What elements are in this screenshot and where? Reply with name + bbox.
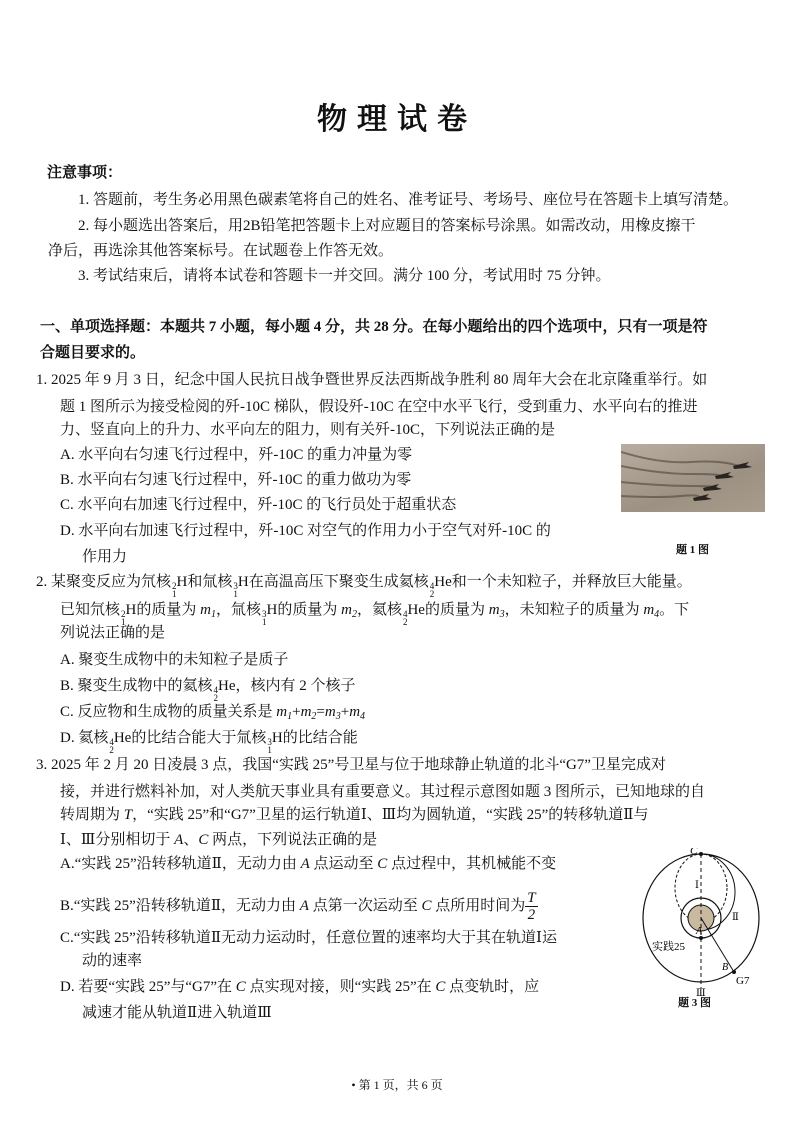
diagram-label-b: B [722, 962, 729, 973]
q2-stem [60, 623, 165, 643]
q1-stem [36, 370, 707, 390]
text-run: B.“实践 25”沿转移轨道Ⅱ，无动力由 [60, 897, 300, 914]
text-run: 列说法正确的是 [60, 625, 166, 641]
text-run: 净后，再选涂其他答案标号。在试题卷上作答无效。 [48, 243, 394, 259]
mass-number: 2 [172, 581, 177, 591]
text-run: 合题目要求的。 [40, 345, 146, 361]
text-run: D. 氦核 [60, 730, 109, 746]
atomic-number: 1 [121, 617, 126, 627]
math-variable: $m_2$ [300, 704, 317, 722]
text-run: 点第一次运动至 [308, 897, 422, 914]
text-run: D. 水平向右加速飞行过程中，歼-10C 对空气的作用力小于空气对歼-10C 的 [60, 523, 551, 539]
text-run: 转周期为 [60, 807, 124, 823]
q3-option [60, 977, 539, 997]
isotope-symbol [171, 574, 188, 599]
q1-option [60, 445, 412, 465]
math-variable: C [377, 856, 388, 872]
text-run: + [292, 704, 301, 720]
text-run: = [316, 704, 325, 720]
text-run: C. 水平向右加速飞行过程中，歼-10C 的飞行员处于超重状态 [60, 497, 457, 513]
math-variable: C [198, 832, 209, 848]
math-variable: C [235, 979, 246, 995]
q1-stem [60, 420, 555, 440]
element-symbol: H [271, 730, 283, 746]
text-run: 3. 2025 年 2 月 20 日凌晨 3 点，我国“实践 25”号卫星与位于地球静止轨道的北斗“G7”卫星完成对 [36, 757, 666, 773]
atomic-number: 1 [261, 617, 267, 627]
atomic-number: 1 [267, 745, 272, 755]
q2-option [60, 728, 358, 754]
figure-1-caption: 题 1 图 [676, 544, 709, 556]
diagram-label-c: C [690, 848, 698, 857]
element-symbol: He [113, 730, 132, 746]
isotope-symbol [232, 574, 249, 599]
q3-option [60, 890, 538, 923]
subscript: 1 [287, 711, 293, 722]
orbit-diagram [636, 848, 766, 998]
section-heading [40, 343, 145, 363]
text-run: 力、竖直向上的升力、水平向左的阻力，则有关歼-10C，下列说法正确的是 [60, 422, 556, 438]
text-run: 和一个未知粒子，并释放巨大能量。 [451, 574, 692, 590]
math-variable: $m_1$ [276, 704, 293, 722]
element-symbol: He [407, 602, 425, 618]
text-run: 。下 [659, 602, 690, 618]
text-run: 点变轨时，应 [445, 979, 540, 995]
element-symbol: He [434, 574, 452, 590]
math-variable: $m_2$ [341, 602, 357, 620]
math-variable: C [435, 979, 446, 995]
math-variable: $m_4$ [349, 704, 366, 722]
atomic-number: 2 [213, 693, 219, 703]
text-run: B. 水平向右匀速飞行过程中，歼-10C 的重力做功为零 [60, 472, 412, 488]
q3-option [60, 928, 557, 948]
text-run: B. 聚变生成物中的氦核 [60, 678, 213, 694]
text-run: + [340, 704, 350, 720]
diagram-label-sat: 实践25 [652, 941, 685, 953]
q3-stem [60, 782, 705, 802]
q3-option [82, 951, 142, 971]
math-variable: C [421, 897, 432, 914]
isotope-symbol [261, 602, 278, 627]
text-run: 作用力 [82, 549, 128, 565]
text-run: 在高温高压下聚变生成氦核 [248, 574, 429, 590]
text-run: ，未知粒子的质量为 [504, 602, 644, 618]
mass-number: 4 [109, 737, 114, 747]
text-run: 的质量为 [424, 602, 489, 618]
subscript: 1 [210, 609, 216, 620]
text-run: 点运动至 [309, 856, 378, 872]
notice-heading: 注意事项： [47, 165, 123, 181]
text-run: 点所用时间为 [431, 897, 526, 914]
notice-item [78, 216, 696, 236]
q2-option [60, 702, 365, 727]
atomic-number: 2 [402, 617, 408, 627]
diagram-label-g7: G7 [736, 975, 750, 987]
atomic-number: 1 [172, 589, 177, 599]
text-run: ，氦核 [356, 602, 402, 618]
isotope-symbol [213, 678, 236, 703]
mass-number: 3 [261, 609, 267, 619]
text-run: ，氚核 [215, 602, 261, 618]
isotope-symbol [402, 602, 425, 627]
math-variable: A [299, 897, 309, 914]
section-heading [40, 317, 708, 337]
element-symbol: H [176, 574, 188, 590]
text-run: 和氚核 [187, 574, 233, 590]
text-run: 的比结合能 [282, 730, 358, 746]
subscript: 3 [499, 609, 505, 620]
text-run: 题 1 图所示为接受检阅的歼-10C 梯队，假设歼-10C 在空中水平飞行，受到重力、水平向右的推进 [60, 399, 698, 415]
mass-number: 4 [402, 609, 408, 619]
text-run: 2. 某聚变反应为氘核 [36, 574, 172, 590]
mass-number: 3 [233, 581, 238, 591]
diagram-label-orbit1: Ⅰ [695, 880, 699, 891]
q3-stem [36, 755, 666, 775]
text-run: 点过程中，其机械能不变 [387, 856, 557, 872]
subscript: 3 [335, 711, 341, 722]
math-variable: A [174, 832, 184, 848]
text-run: 两点，下列说法正确的是 [208, 832, 378, 848]
atomic-number: 1 [233, 589, 238, 599]
text-run: C.“实践 25”沿转移轨道Ⅱ无动力运动时，任意位置的速率均大于其在轨道Ⅰ运 [60, 930, 557, 946]
element-symbol: He [218, 678, 236, 694]
subscript: 4 [654, 609, 660, 620]
mass-number: 4 [429, 581, 435, 591]
text-run: C. 反应物和生成物的质量关系是 [60, 704, 277, 720]
fraction [525, 890, 537, 923]
q3-option [82, 1003, 272, 1023]
atomic-number: 2 [109, 745, 114, 755]
subscript: 4 [360, 711, 366, 722]
text-run: 接，并进行燃料补加，对人类航天事业具有重要意义。其过程示意图如题 3 图所示，已知地球的自 [60, 784, 706, 800]
text-run: A. 水平向右匀速飞行过程中，歼-10C 的重力冲量为零 [60, 447, 413, 463]
math-variable: $m_3$ [324, 704, 341, 722]
text-run: 的质量为 [277, 602, 342, 618]
figure-3-caption: 题 3 图 [678, 997, 711, 1009]
mass-number: 4 [213, 685, 219, 695]
text-run: 2. 每小题选出答案后，用2B铅笔把答题卡上对应题目的答案标号涂黑。如需改动，用橡皮擦干 [78, 218, 696, 234]
mass-number: 3 [267, 737, 272, 747]
text-run: 点实现对接，则“实践 25”在 [245, 979, 436, 995]
isotope-symbol [120, 602, 137, 627]
isotope-symbol [108, 730, 132, 755]
text-run: 一、单项选择题：本题共 7 小题，每小题 4 分，共 28 分。在每小题给出的四个选项中，只有一项是符 [40, 319, 708, 335]
diagram-label-a: A [696, 926, 703, 937]
text-run: 的质量为 [136, 602, 201, 618]
text-run: A.“实践 25”沿转移轨道Ⅱ，无动力由 [60, 856, 301, 872]
q3-option [60, 854, 556, 874]
element-symbol: H [266, 602, 278, 618]
isotope-symbol [429, 574, 452, 599]
page-title: 物理试卷 [317, 103, 477, 136]
notice-item [78, 266, 611, 286]
q3-stem [60, 805, 648, 825]
fighter-jets-photo [621, 444, 765, 512]
text-run: ，“实践 25”和“G7”卫星的运行轨道Ⅰ、Ⅲ均为圆轨道，“实践 25”的转移轨道Ⅱ与 [132, 807, 649, 823]
element-symbol: H [125, 602, 137, 618]
subscript: 2 [351, 609, 357, 620]
text-run: 1. 2025 年 9 月 3 日，纪念中国人民抗日战争暨世界反法西斯战争胜利 80 周年大会在北京隆重举行。如 [36, 372, 708, 388]
q2-option [60, 650, 288, 670]
isotope-symbol [266, 730, 283, 755]
text-run: 、 [183, 832, 199, 848]
notice-item [78, 190, 738, 210]
q1-stem [60, 397, 698, 417]
text-run: 已知氘核 [60, 602, 121, 618]
notice-item [48, 241, 393, 261]
text-run: 的比结合能大于氚核 [131, 730, 267, 746]
math-variable: T [123, 807, 133, 823]
q2-option [60, 676, 356, 702]
q1-option [60, 521, 551, 541]
diagram-label-orbit3: Ⅲ [696, 988, 706, 998]
math-variable: A [300, 856, 310, 872]
atomic-number: 2 [429, 589, 435, 599]
text-run: 动的速率 [82, 953, 143, 969]
math-variable: $m_1$ [200, 602, 216, 620]
diagram-label-orbit2: Ⅱ [732, 912, 739, 923]
text-run: ，核内有 2 个核子 [235, 678, 356, 694]
text-run: 3. 考试结束后，请将本试卷和答题卡一并交回。满分 100 分，考试用时 75 分钟。 [78, 268, 611, 284]
q1-option [82, 547, 127, 567]
text-run: 1. 答题前，考生务必用黑色碳素笔将自己的姓名、准考证号、考场号、座位号在答题卡上填写清楚。 [78, 192, 739, 208]
mass-number: 2 [121, 609, 126, 619]
q1-option [60, 495, 456, 515]
q2-stem [36, 572, 692, 598]
text-run: Ⅰ、Ⅲ分别相切于 [60, 832, 175, 848]
subscript: 2 [311, 711, 317, 722]
q3-stem [60, 830, 377, 850]
math-variable: $m_3$ [488, 602, 505, 620]
text-run: 减速才能从轨道Ⅱ进入轨道Ⅲ [82, 1005, 272, 1021]
denominator: 2 [527, 907, 536, 923]
numerator: T [527, 890, 536, 906]
element-symbol: H [237, 574, 249, 590]
q1-option [60, 470, 411, 490]
math-variable: $m_4$ [643, 602, 660, 620]
text-run: A. 聚变生成物中的未知粒子是质子 [60, 652, 289, 668]
page-footer: • 第 1 页，共 6 页 [351, 1078, 443, 1092]
text-run: D. 若要“实践 25”与“G7”在 [60, 979, 236, 995]
